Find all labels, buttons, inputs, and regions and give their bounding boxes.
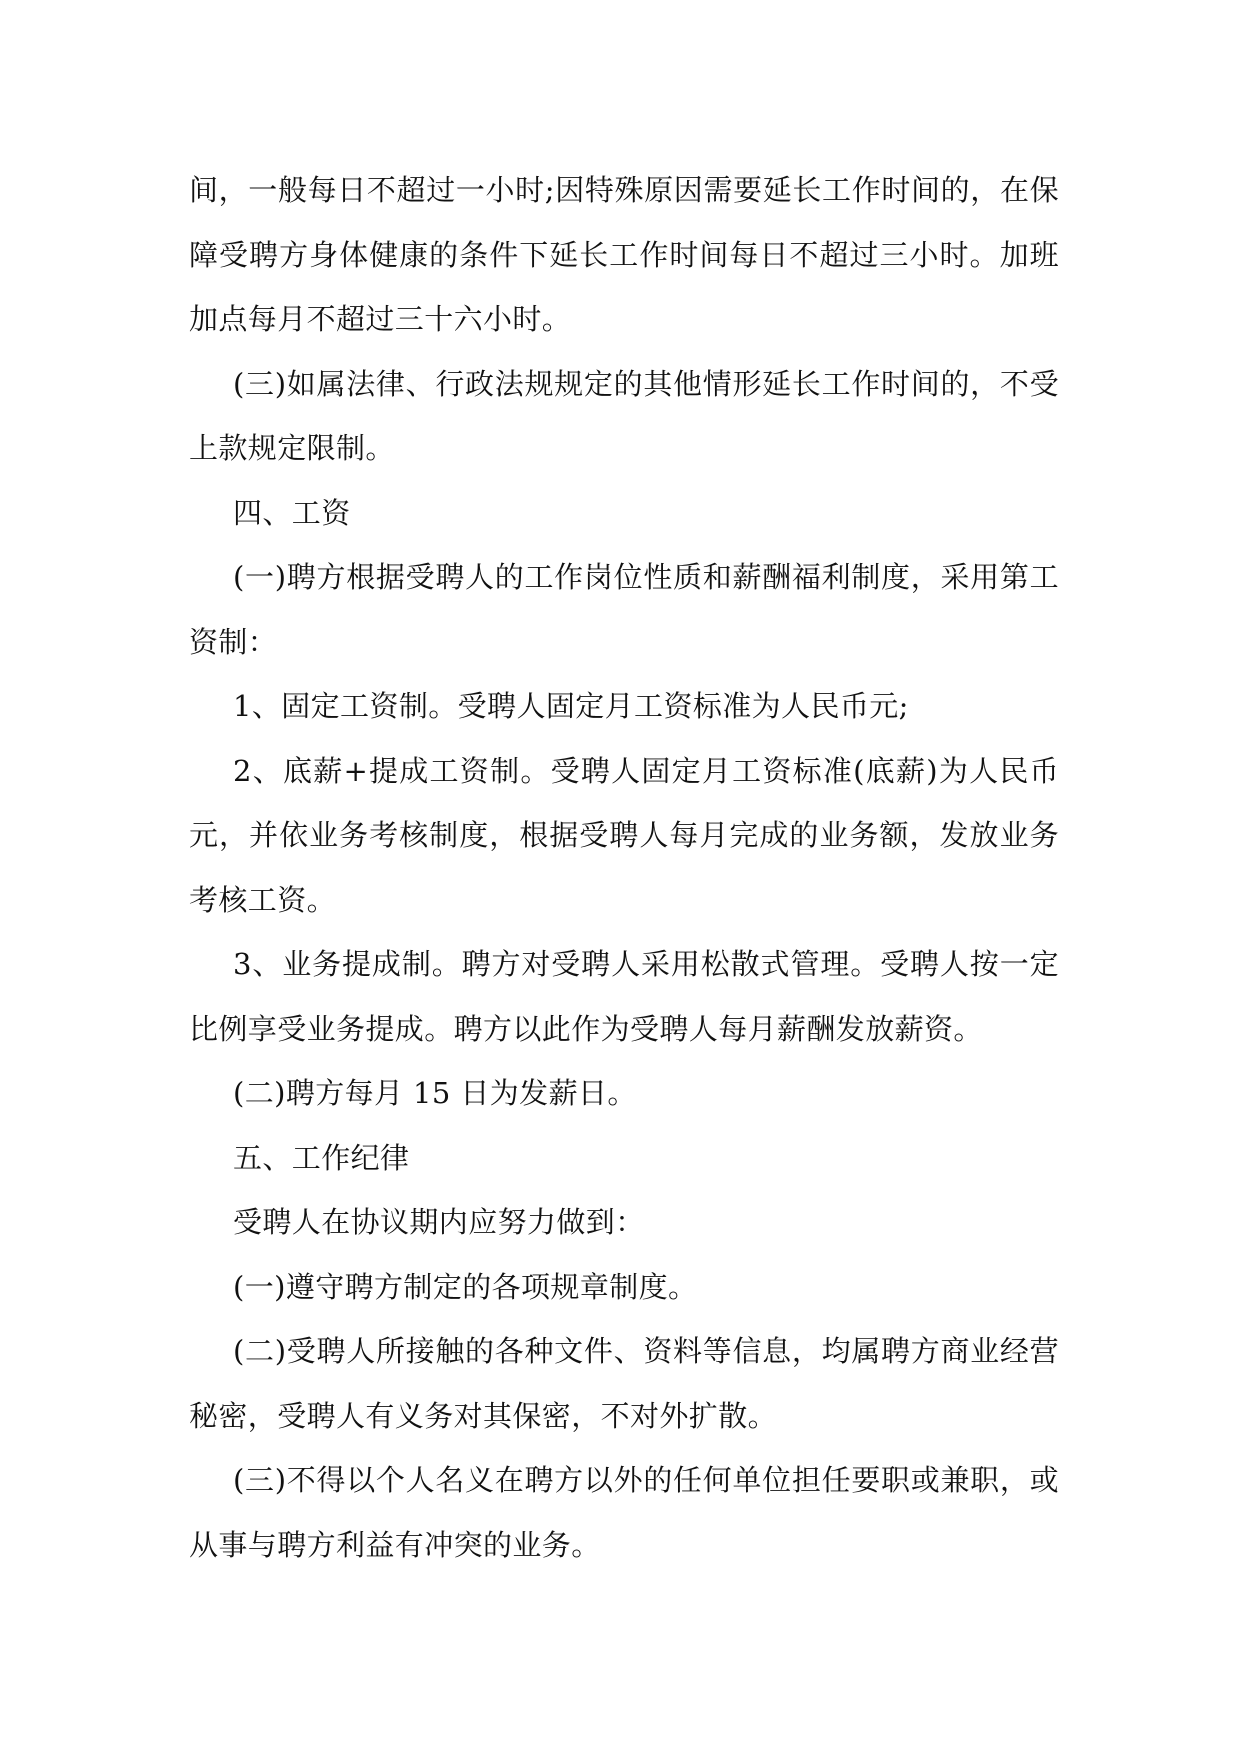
paragraph-working-hours-continued: 间，一般每日不超过一小时;因特殊原因需要延长工作时间的，在保障受聘方身体健康的条件下延长工作时间每日不超过三小时。加班加点每月不超过三十六小时。 — [189, 173, 1059, 336]
paragraph-overtime-exception: (三)如属法律、行政法规规定的其他情形延长工作时间的，不受上款规定限制。 — [189, 366, 1059, 465]
paragraph-confidentiality: (二)受聘人所接触的各种文件、资料等信息，均属聘方商业经营秘密，受聘人有义务对其保密，不对外扩散。 — [189, 1334, 1059, 1433]
paragraph-wage-system: (一)聘方根据受聘人的工作岗位性质和薪酬福利制度，采用第工资制： — [189, 560, 1059, 659]
section-heading-wages: 四、工资 — [233, 495, 351, 530]
paragraph-commission-system: 3、业务提成制。聘方对受聘人采用松散式管理。受聘人按一定比例享受业务提成。聘方以此作为受聘人每月薪酬发放薪资。 — [189, 947, 1059, 1046]
paragraph-no-moonlighting: (三)不得以个人名义在聘方以外的任何单位担任要职或兼职，或从事与聘方利益有冲突的业务。 — [189, 1463, 1059, 1562]
paragraph-payday: (二)聘方每月 15 日为发薪日。 — [233, 1076, 637, 1110]
paragraph-fixed-wage: 1、固定工资制。受聘人固定月工资标准为人民币元; — [233, 689, 909, 723]
paragraph-base-plus-commission: 2、底薪+提成工资制。受聘人固定月工资标准(底薪)为人民币元，并依业务考核制度，根据受聘人每月完成的业务额，发放业务考核工资。 — [189, 753, 1059, 917]
paragraph-discipline-intro: 受聘人在协议期内应努力做到： — [233, 1205, 645, 1239]
section-heading-discipline: 五、工作纪律 — [233, 1140, 410, 1175]
paragraph-discipline-rules: (一)遵守聘方制定的各项规章制度。 — [233, 1269, 698, 1304]
document-body — [189, 158, 1059, 1577]
